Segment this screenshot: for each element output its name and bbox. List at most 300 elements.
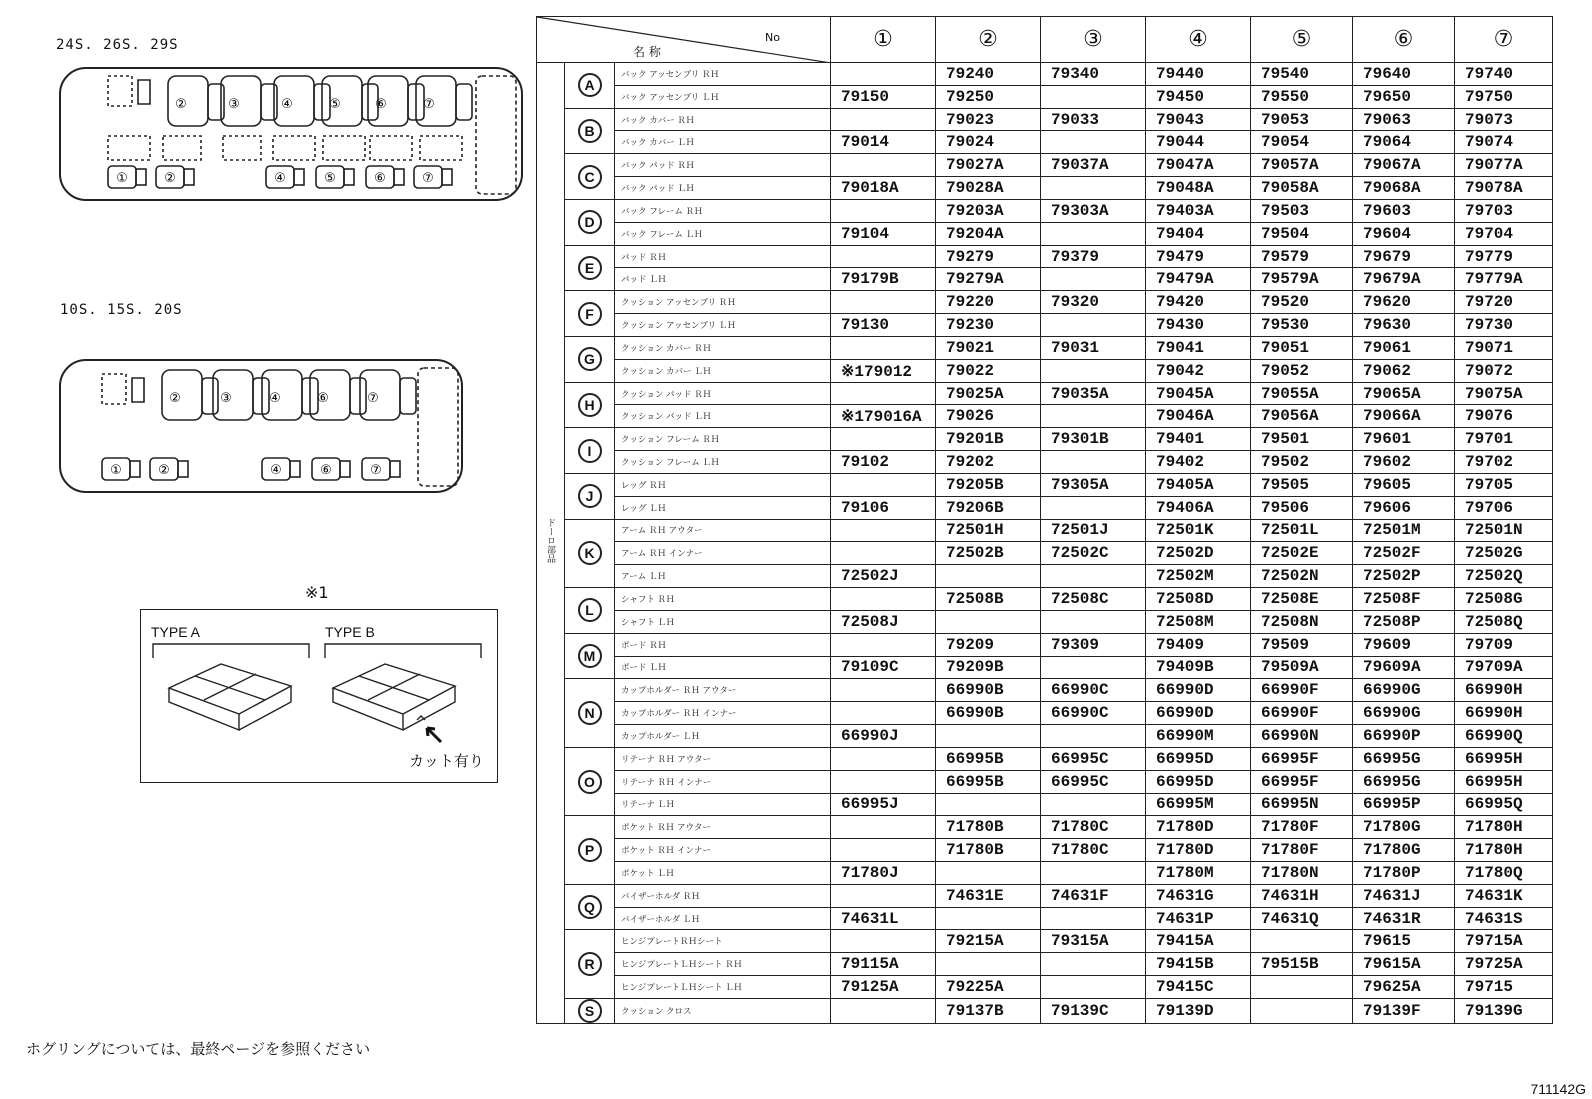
group-label-cell	[565, 473, 615, 519]
part-number: 79058A	[1251, 177, 1353, 200]
part-number: 79215A	[936, 930, 1041, 953]
svg-text:⑦: ⑦	[370, 463, 382, 478]
part-number	[831, 519, 936, 542]
table-row	[537, 542, 1553, 565]
seat-layout-diagram-bottom	[58, 358, 468, 498]
part-number	[936, 565, 1041, 588]
part-number: 66995C	[1041, 770, 1146, 793]
part-number: 79054	[1251, 131, 1353, 154]
part-number: 72502D	[1146, 542, 1251, 565]
part-number: 71780F	[1251, 839, 1353, 862]
part-number: 72508F	[1353, 588, 1455, 611]
part-number	[1041, 656, 1146, 679]
column-number: ⑥	[1393, 27, 1414, 52]
part-number: 79225A	[936, 976, 1041, 999]
part-name: バック アッセンブリ ＬＨ	[615, 85, 831, 108]
part-number: 72502G	[1455, 542, 1553, 565]
part-name: ポケット ＬＨ	[615, 861, 831, 884]
part-number: 79301B	[1041, 428, 1146, 451]
part-name: カップホルダー ＲＨ インナー	[615, 702, 831, 725]
part-number: 79066A	[1353, 405, 1455, 428]
part-name: クッション カバー ＬＨ	[615, 359, 831, 382]
part-number: 79605	[1353, 473, 1455, 496]
part-number	[1251, 930, 1353, 953]
part-number: 79401	[1146, 428, 1251, 451]
group-letter: S	[578, 999, 602, 1023]
part-number: 72502Q	[1455, 565, 1553, 588]
group-label-cell	[565, 930, 615, 998]
part-number: 79048A	[1146, 177, 1251, 200]
group-label-cell	[565, 428, 615, 474]
group-label-cell	[565, 679, 615, 747]
table-row	[537, 588, 1553, 611]
part-number	[1041, 953, 1146, 976]
svg-text:②: ②	[164, 171, 176, 186]
part-number: 66995B	[936, 770, 1041, 793]
part-number: 79720	[1455, 291, 1553, 314]
part-number: 79540	[1251, 63, 1353, 86]
table-row	[537, 245, 1553, 268]
part-number	[831, 588, 936, 611]
part-number: 79044	[1146, 131, 1251, 154]
part-number: 79125A	[831, 976, 936, 999]
part-number: 79606	[1353, 496, 1455, 519]
part-number: 66995H	[1455, 747, 1553, 770]
part-number: 79779A	[1455, 268, 1553, 291]
part-number: 79042	[1146, 359, 1251, 382]
part-number: 79209	[936, 633, 1041, 656]
part-number: 79204A	[936, 222, 1041, 245]
part-number: 79063	[1353, 108, 1455, 131]
column-header	[1146, 17, 1251, 63]
part-name: リテーナ ＲＨ インナー	[615, 770, 831, 793]
svg-text:④: ④	[269, 391, 281, 406]
column-header	[1041, 17, 1146, 63]
part-number: 72508N	[1251, 610, 1353, 633]
part-number: 79279A	[936, 268, 1041, 291]
group-letter: Q	[578, 895, 602, 919]
part-number	[1041, 85, 1146, 108]
part-number: 79440	[1146, 63, 1251, 86]
part-number: 66990B	[936, 702, 1041, 725]
part-number: 72508B	[936, 588, 1041, 611]
part-number: 79715	[1455, 976, 1553, 999]
part-number: 79206B	[936, 496, 1041, 519]
group-letter: B	[578, 119, 602, 143]
part-number: 79701	[1455, 428, 1553, 451]
part-number: 79046A	[1146, 405, 1251, 428]
part-number: ※179016A	[831, 405, 936, 428]
part-number: 79379	[1041, 245, 1146, 268]
part-number: 71780B	[936, 839, 1041, 862]
part-number	[831, 154, 936, 177]
part-number: 74631K	[1455, 884, 1553, 907]
part-number	[831, 382, 936, 405]
part-number: 79230	[936, 314, 1041, 337]
part-name: ヒンジプレートＬＨシート ＲＨ	[615, 953, 831, 976]
group-label-cell	[565, 108, 615, 154]
part-number: 74631F	[1041, 884, 1146, 907]
part-number	[936, 793, 1041, 816]
part-number	[1041, 496, 1146, 519]
part-number: 66995F	[1251, 770, 1353, 793]
part-number: 79022	[936, 359, 1041, 382]
part-number: 72502P	[1353, 565, 1455, 588]
part-number: 79018A	[831, 177, 936, 200]
table-row	[537, 85, 1553, 108]
part-number	[831, 428, 936, 451]
part-number: 72501N	[1455, 519, 1553, 542]
part-number: 71780B	[936, 816, 1041, 839]
part-number: 79047A	[1146, 154, 1251, 177]
part-name: カップホルダー ＲＨ アウター	[615, 679, 831, 702]
part-name: クッション フレーム ＲＨ	[615, 428, 831, 451]
part-number	[831, 63, 936, 86]
part-number: 79320	[1041, 291, 1146, 314]
part-number: 74631P	[1146, 907, 1251, 930]
group-label-cell	[565, 998, 615, 1023]
part-number: 79072	[1455, 359, 1553, 382]
svg-text:①: ①	[116, 171, 128, 186]
part-number: 72508Q	[1455, 610, 1553, 633]
part-number: 66990G	[1353, 679, 1455, 702]
part-number: 79409	[1146, 633, 1251, 656]
table-row	[537, 679, 1553, 702]
part-number: 79705	[1455, 473, 1553, 496]
part-number: 71780H	[1455, 839, 1553, 862]
group-label-cell	[565, 884, 615, 930]
part-number: 79026	[936, 405, 1041, 428]
part-number: 79065A	[1353, 382, 1455, 405]
part-number: 79028A	[936, 177, 1041, 200]
part-number	[1251, 998, 1353, 1023]
part-number: 66990F	[1251, 702, 1353, 725]
part-name: クッション フレーム ＬＨ	[615, 451, 831, 474]
part-number: 79102	[831, 451, 936, 474]
group-letter: F	[578, 302, 602, 326]
part-name: ヒンジプレートＲＨシート	[615, 930, 831, 953]
part-number: 72508P	[1353, 610, 1455, 633]
part-number: 79043	[1146, 108, 1251, 131]
part-name: ポケット ＲＨ アウター	[615, 816, 831, 839]
table-row	[537, 131, 1553, 154]
part-number: 79209B	[936, 656, 1041, 679]
part-number	[1041, 177, 1146, 200]
part-number: 79706	[1455, 496, 1553, 519]
part-number	[831, 930, 936, 953]
part-number	[1041, 314, 1146, 337]
group-letter: P	[578, 838, 602, 862]
table-row	[537, 861, 1553, 884]
table-row	[537, 108, 1553, 131]
table-row	[537, 359, 1553, 382]
layout-label-bottom: 10S. 15S. 20S	[60, 302, 183, 318]
part-number: 66990F	[1251, 679, 1353, 702]
part-number: 74631Q	[1251, 907, 1353, 930]
svg-text:①: ①	[110, 463, 122, 478]
part-number: 66995F	[1251, 747, 1353, 770]
part-number: 66990N	[1251, 725, 1353, 748]
group-letter: L	[578, 598, 602, 622]
part-number: 79305A	[1041, 473, 1146, 496]
part-name: バック カバー ＲＨ	[615, 108, 831, 131]
part-number: 79130	[831, 314, 936, 337]
table-row	[537, 565, 1553, 588]
part-number: 79679	[1353, 245, 1455, 268]
part-number: 66995M	[1146, 793, 1251, 816]
part-number: 66995B	[936, 747, 1041, 770]
group-label-cell	[565, 633, 615, 679]
part-number: 79709A	[1455, 656, 1553, 679]
column-header	[1455, 17, 1553, 63]
part-name: クッション パッド ＬＨ	[615, 405, 831, 428]
cut-label: カット有り	[409, 752, 484, 770]
part-number: 71780P	[1353, 861, 1455, 884]
column-number: ②	[978, 27, 998, 52]
part-name: バイザーホルダ ＬＨ	[615, 907, 831, 930]
part-number: 79150	[831, 85, 936, 108]
column-header	[1251, 17, 1353, 63]
part-name: アーム ＬＨ	[615, 565, 831, 588]
part-number	[831, 336, 936, 359]
part-number: 79779	[1455, 245, 1553, 268]
part-number	[1041, 451, 1146, 474]
part-number: 66995D	[1146, 747, 1251, 770]
part-number: 79530	[1251, 314, 1353, 337]
group-letter: M	[578, 644, 602, 668]
part-number	[831, 816, 936, 839]
part-number: 71780G	[1353, 839, 1455, 862]
layout-label-top: 24S. 26S. 29S	[56, 37, 179, 53]
part-number: 79509A	[1251, 656, 1353, 679]
part-number: 79139D	[1146, 998, 1251, 1023]
part-number: 79415B	[1146, 953, 1251, 976]
part-number: 79679A	[1353, 268, 1455, 291]
part-number: 79402	[1146, 451, 1251, 474]
part-number: 79409B	[1146, 656, 1251, 679]
group-letter: N	[578, 701, 602, 725]
part-number: 79609A	[1353, 656, 1455, 679]
part-number: 79315A	[1041, 930, 1146, 953]
part-name: バック パッド ＬＨ	[615, 177, 831, 200]
part-name: バック フレーム ＬＨ	[615, 222, 831, 245]
part-number: 79405A	[1146, 473, 1251, 496]
table-row	[537, 154, 1553, 177]
part-number: 72502N	[1251, 565, 1353, 588]
parts-table	[536, 16, 1553, 1024]
group-letter: I	[578, 439, 602, 463]
part-number	[1041, 861, 1146, 884]
table-row	[537, 793, 1553, 816]
part-number	[1041, 565, 1146, 588]
part-number: 79279	[936, 245, 1041, 268]
part-name: クッション パッド ＲＨ	[615, 382, 831, 405]
part-number	[1041, 222, 1146, 245]
part-name: カップホルダー ＬＨ	[615, 725, 831, 748]
part-number: 79055A	[1251, 382, 1353, 405]
part-number: 79503	[1251, 199, 1353, 222]
part-number: 71780Q	[1455, 861, 1553, 884]
part-number: 72502J	[831, 565, 936, 588]
part-number: 74631J	[1353, 884, 1455, 907]
part-number: 72501J	[1041, 519, 1146, 542]
part-number: 79740	[1455, 63, 1553, 86]
part-number: 79404	[1146, 222, 1251, 245]
part-number: 71780G	[1353, 816, 1455, 839]
part-number: 79615A	[1353, 953, 1455, 976]
part-number: 79625A	[1353, 976, 1455, 999]
part-number: 74631G	[1146, 884, 1251, 907]
part-number: 79604	[1353, 222, 1455, 245]
part-name: レッグ ＲＨ	[615, 473, 831, 496]
part-number	[831, 679, 936, 702]
part-number: 79602	[1353, 451, 1455, 474]
svg-text:②: ②	[158, 463, 170, 478]
part-number	[831, 998, 936, 1023]
note-mark: ※1	[305, 583, 329, 602]
table-row	[537, 496, 1553, 519]
table-row	[537, 610, 1553, 633]
part-number: 79202	[936, 451, 1041, 474]
part-number: 71780F	[1251, 816, 1353, 839]
part-number: 79075A	[1455, 382, 1553, 405]
part-number: 79220	[936, 291, 1041, 314]
part-number: ※179012	[831, 359, 936, 382]
part-number	[831, 542, 936, 565]
part-number: 71780D	[1146, 839, 1251, 862]
table-row	[537, 747, 1553, 770]
table-row	[537, 222, 1553, 245]
table-row	[537, 884, 1553, 907]
part-number: 79014	[831, 131, 936, 154]
part-number: 71780D	[1146, 816, 1251, 839]
part-number: 74631L	[831, 907, 936, 930]
part-number: 79074	[1455, 131, 1553, 154]
part-number	[831, 884, 936, 907]
part-number: 74631R	[1353, 907, 1455, 930]
part-number	[1041, 359, 1146, 382]
part-number	[936, 610, 1041, 633]
part-number: 79504	[1251, 222, 1353, 245]
part-number: 66990D	[1146, 702, 1251, 725]
column-number: ⑦	[1493, 27, 1514, 52]
part-name: シャフト ＲＨ	[615, 588, 831, 611]
group-label-cell	[565, 154, 615, 200]
part-number: 79704	[1455, 222, 1553, 245]
header-no: No	[765, 31, 780, 44]
part-number: 79579	[1251, 245, 1353, 268]
part-number	[1041, 131, 1146, 154]
part-number: 66990H	[1455, 679, 1553, 702]
part-number: 72501L	[1251, 519, 1353, 542]
header-diagonal	[537, 17, 831, 63]
column-number: ④	[1188, 27, 1208, 52]
part-number: 79201B	[936, 428, 1041, 451]
part-number: 79041	[1146, 336, 1251, 359]
part-number: 79139F	[1353, 998, 1455, 1023]
group-label-cell	[565, 245, 615, 291]
table-row	[537, 702, 1553, 725]
part-name: ヒンジプレートＬＨシート ＬＨ	[615, 976, 831, 999]
part-number: 79709	[1455, 633, 1553, 656]
part-number: 79071	[1455, 336, 1553, 359]
part-number	[831, 770, 936, 793]
part-number: 71780J	[831, 861, 936, 884]
group-label-cell	[565, 382, 615, 428]
part-number: 79715A	[1455, 930, 1553, 953]
group-label-cell	[565, 336, 615, 382]
part-number: 79703	[1455, 199, 1553, 222]
part-name: バイザーホルダ ＲＨ	[615, 884, 831, 907]
hog-ring-note: ホグリングについては、最終ページを参照ください	[26, 1040, 371, 1058]
part-number: 72502C	[1041, 542, 1146, 565]
part-number: 79515B	[1251, 953, 1353, 976]
part-number: 71780M	[1146, 861, 1251, 884]
part-number: 66995N	[1251, 793, 1353, 816]
part-name: バック パッド ＲＨ	[615, 154, 831, 177]
svg-text:④: ④	[274, 171, 286, 186]
part-number: 72508C	[1041, 588, 1146, 611]
part-number: 79603	[1353, 199, 1455, 222]
part-number: 66990B	[936, 679, 1041, 702]
part-number: 72502B	[936, 542, 1041, 565]
group-label-cell	[565, 588, 615, 634]
table-row	[537, 63, 1553, 86]
type-b-label: TYPE B	[325, 624, 375, 640]
part-name: パッド ＲＨ	[615, 245, 831, 268]
group-letter: R	[578, 952, 602, 976]
table-row	[537, 177, 1553, 200]
part-number: 79057A	[1251, 154, 1353, 177]
part-number: 79501	[1251, 428, 1353, 451]
group-letter: J	[578, 484, 602, 508]
group-letter: C	[578, 165, 602, 189]
part-number: 72508D	[1146, 588, 1251, 611]
part-name: リテーナ ＬＨ	[615, 793, 831, 816]
part-number: 71780H	[1455, 816, 1553, 839]
part-number: 72508J	[831, 610, 936, 633]
part-number: 79115A	[831, 953, 936, 976]
svg-text:⑥: ⑥	[375, 97, 387, 112]
part-number: 79650	[1353, 85, 1455, 108]
group-label-cell	[565, 519, 615, 587]
part-number: 79061	[1353, 336, 1455, 359]
group-label-cell	[565, 816, 615, 884]
part-number: 72508M	[1146, 610, 1251, 633]
svg-text:⑥: ⑥	[374, 171, 386, 186]
part-number: 72502F	[1353, 542, 1455, 565]
part-number: 72502E	[1251, 542, 1353, 565]
svg-text:④: ④	[270, 463, 282, 478]
part-number	[1041, 725, 1146, 748]
part-number: 79702	[1455, 451, 1553, 474]
part-name: クッション アッセンブリ ＲＨ	[615, 291, 831, 314]
svg-text:②: ②	[175, 97, 187, 112]
part-number	[1041, 907, 1146, 930]
part-number: 79450	[1146, 85, 1251, 108]
table-row	[537, 519, 1553, 542]
part-name: バック カバー ＬＨ	[615, 131, 831, 154]
part-number: 79630	[1353, 314, 1455, 337]
svg-text:③: ③	[220, 391, 232, 406]
part-number: 79033	[1041, 108, 1146, 131]
part-name: シャフト ＬＨ	[615, 610, 831, 633]
svg-text:③: ③	[228, 97, 240, 112]
part-number: 71780C	[1041, 839, 1146, 862]
part-number: 79479A	[1146, 268, 1251, 291]
header-name-cell	[537, 17, 831, 63]
svg-text:⑤: ⑤	[324, 171, 336, 186]
